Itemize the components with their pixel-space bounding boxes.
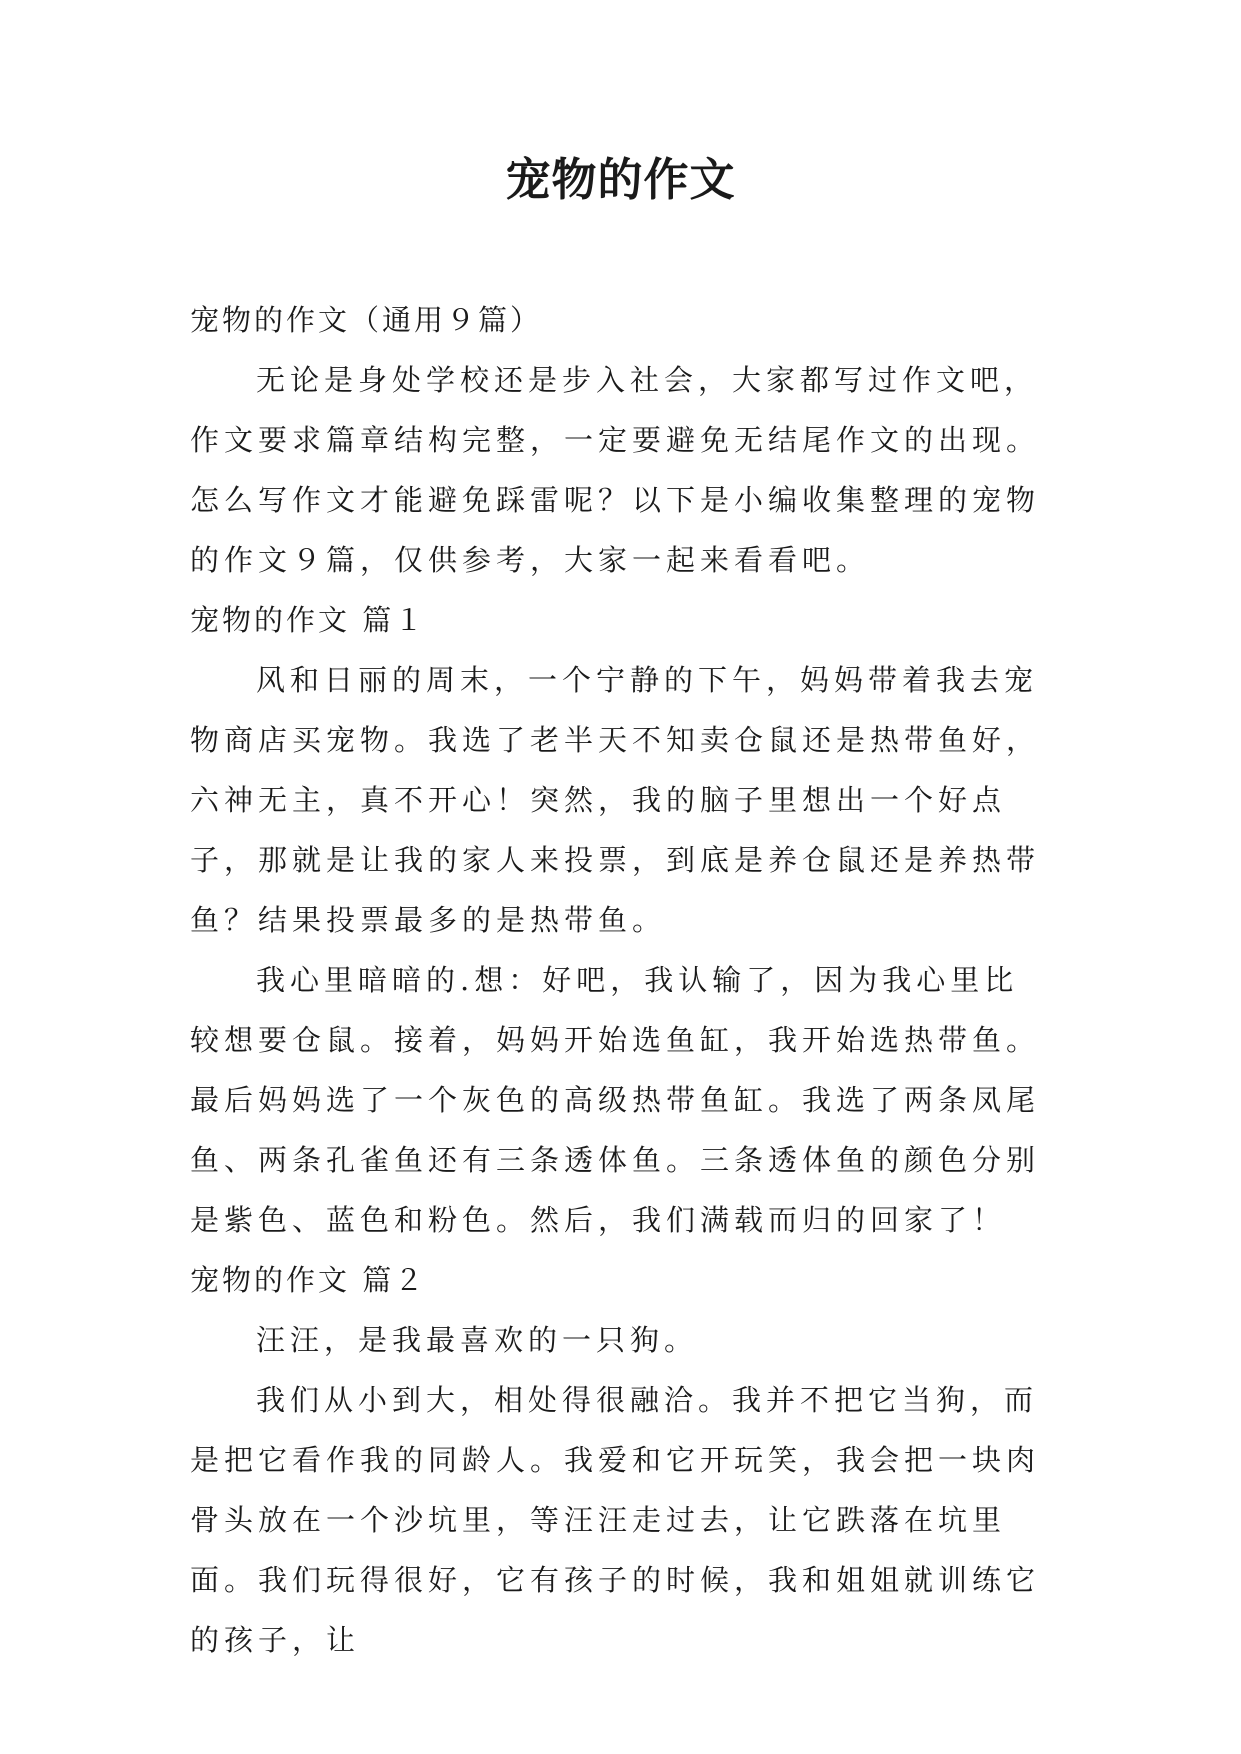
document-title: 宠物的作文 [505, 153, 736, 206]
paragraph: 我们从小到大，相处得很融洽。我并不把它当狗，而是把它看作我的同龄人。我爱和它开玩笑，我会把一块肉骨头放在一个沙坑里，等汪汪走过去，让它跌落在坑里面。我们玩得很好，它有孩子的时候，我和姐姐就训练它的孩子，让 [190, 1383, 1041, 1657]
section-heading-2: 宠物的作文 篇２ [190, 1263, 427, 1297]
intro-paragraph: 无论是身处学校还是步入社会，大家都写过作文吧，作文要求篇章结构完整，一定要避免无结尾作文的出现。怎么写作文才能避免踩雷呢？以下是小编收集整理的宠物的作文９篇，仅供参考，大家一起来看看吧。 [190, 363, 1041, 577]
doc-subtitle: 宠物的作文（通用９篇） [190, 303, 543, 337]
paragraph: 风和日丽的周末，一个宁静的下午，妈妈带着我去宠物商店买宠物。我选了老半天不知卖仓鼠还是热带鱼好，六神无主，真不开心！突然，我的脑子里想出一个好点子，那就是让我的家人来投票，到底是养仓鼠还是养热带鱼？结果投票最多的是热带鱼。 [190, 663, 1041, 937]
section-heading-1: 宠物的作文 篇１ [190, 603, 427, 637]
document-body [190, 290, 1050, 1670]
paragraph: 汪汪，是我最喜欢的一只狗。 [256, 1323, 699, 1357]
paragraph: 我心里暗暗的.想：好吧，我认输了，因为我心里比较想要仓鼠。接着，妈妈开始选鱼缸，我开始选热带鱼。最后妈妈选了一个灰色的高级热带鱼缸。我选了两条凤尾鱼、两条孔雀鱼还有三条透体鱼。三条透体鱼的颜色分别是紫色、蓝色和粉色。然后，我们满载而归的回家了！ [190, 963, 1041, 1237]
